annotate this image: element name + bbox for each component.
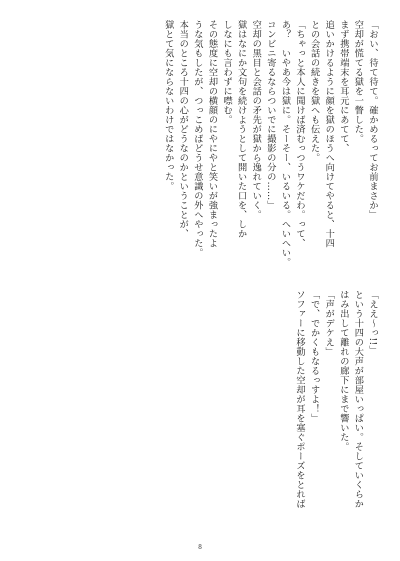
text-line: という十四の大声が部屋いっぱい。そしていくらか (352, 290, 364, 509)
text-line: はみ出して離れの廊下にまで響いた。 (337, 290, 349, 452)
text-line: その態度に空却の横顔のにやにやと笑いが強まったよ (206, 20, 218, 248)
text-line: あ？ いやあ今は獄に。そーそー、いるいる。へいへい。 (279, 20, 291, 267)
text-line: 「ちゃっと本人に聞けば済むっつうワケだわ。って、 (294, 20, 306, 248)
text-line: 獄とて気にならないわけではなかった。 (162, 20, 174, 191)
text-line: 追いかけるように顔を獄のほうへ向けてやると、十四 (323, 20, 335, 248)
text-line: 「で、でかくもなるっすよ！」 (308, 290, 320, 423)
text-line: ソファーに移動した空却が耳を塞ぐポーズをとれば (294, 290, 306, 509)
text-line: コンビニ寄るならついでに撮影の分の……」 (264, 20, 276, 210)
text-line: まず携帯端末を耳元にあてて、 (337, 20, 349, 153)
text-line: 「声がデケえ」 (323, 290, 335, 357)
text-line: 本当のところ十四の心がどうなのかということが、 (177, 20, 189, 239)
vertical-text-upper (160, 20, 379, 272)
vertical-text-lower (291, 290, 379, 542)
text-line: 獄はなにか文句を続けようとして開いた口を、しか (235, 20, 247, 239)
page-number: 8 (198, 544, 202, 551)
text-line: 空却が慌てる獄を一瞥した。 (352, 20, 364, 144)
text-line: 「ええ～っ!!」 (367, 290, 378, 355)
text-line: うな気もしたが、つっこめばどうせ意識の外へやった。 (191, 20, 203, 258)
text-line: との会話の続きを獄へも伝えた。 (308, 20, 320, 163)
text-line: 「おい、待て待て。確かめるってお前まさか」 (367, 20, 378, 220)
text-line: 空却の黒目と会話の矛先が獄から逸れていく。 (250, 20, 262, 220)
text-line: しなにも言わずに噤む。 (221, 20, 233, 125)
